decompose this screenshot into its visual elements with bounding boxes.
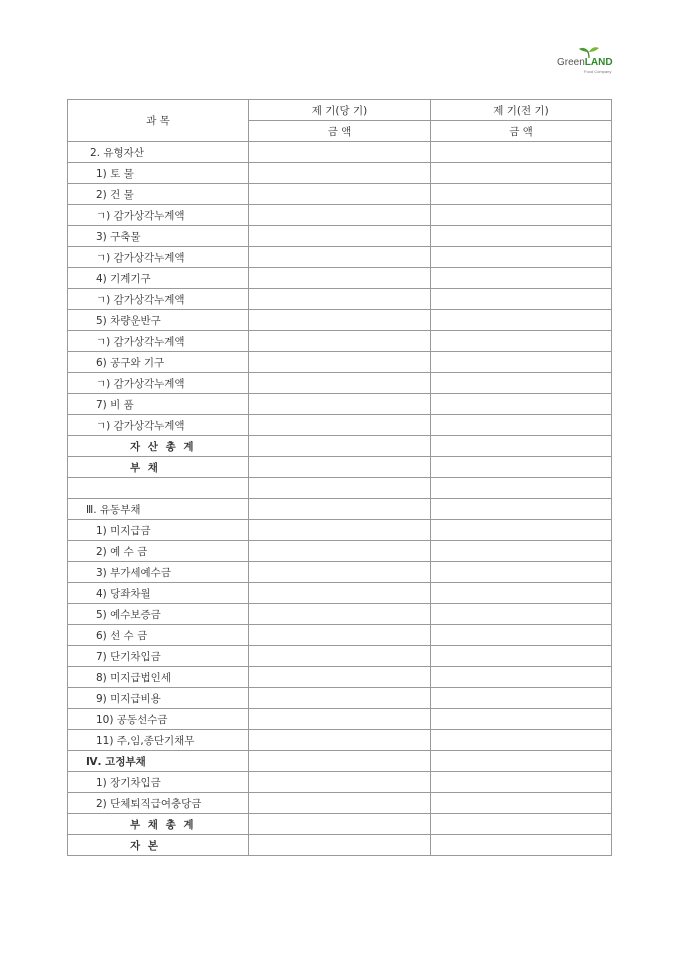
table-row xyxy=(68,583,612,604)
account-label: 11) 주,임,종단기채무 xyxy=(68,730,249,751)
current-amount-cell xyxy=(249,604,431,625)
table-row xyxy=(68,415,612,436)
account-label: ㄱ) 감가상각누계액 xyxy=(68,247,249,268)
current-amount-cell xyxy=(249,457,431,478)
current-amount-cell xyxy=(249,226,431,247)
previous-amount-cell xyxy=(431,268,612,289)
current-amount-cell xyxy=(249,352,431,373)
previous-amount-cell xyxy=(431,478,612,499)
previous-amount-cell xyxy=(431,373,612,394)
table-row xyxy=(68,709,612,730)
previous-amount-cell xyxy=(431,331,612,352)
account-label: ㄱ) 감가상각누계액 xyxy=(68,205,249,226)
logo-tagline: Food Company xyxy=(584,69,612,74)
current-amount-cell xyxy=(249,772,431,793)
account-label: 6) 공구와 기구 xyxy=(68,352,249,373)
account-label: 1) 장기차입금 xyxy=(68,772,249,793)
account-label: 7) 비 품 xyxy=(68,394,249,415)
account-label: 8) 미지급법인세 xyxy=(68,667,249,688)
account-label: 2) 건 물 xyxy=(68,184,249,205)
table-row xyxy=(68,835,612,856)
previous-amount-cell xyxy=(431,310,612,331)
previous-amount-cell xyxy=(431,646,612,667)
previous-amount-cell xyxy=(431,667,612,688)
logo-wordmark: GreenLAND xyxy=(557,57,613,68)
previous-amount-cell xyxy=(431,625,612,646)
current-amount-cell xyxy=(249,625,431,646)
current-amount-cell xyxy=(249,310,431,331)
account-label: Ⅲ. 유동부채 xyxy=(68,499,249,520)
table-row xyxy=(68,184,612,205)
account-label: 2. 유형자산 xyxy=(68,142,249,163)
account-label: 4) 당좌차월 xyxy=(68,583,249,604)
table-row xyxy=(68,142,612,163)
account-label: 2) 예 수 금 xyxy=(68,541,249,562)
previous-amount-cell xyxy=(431,562,612,583)
account-label: 7) 단기차입금 xyxy=(68,646,249,667)
table-row xyxy=(68,268,612,289)
table-row xyxy=(68,499,612,520)
current-amount-cell xyxy=(249,835,431,856)
table-row xyxy=(68,478,612,499)
table-row xyxy=(68,793,612,814)
current-amount-cell xyxy=(249,520,431,541)
previous-amount-cell xyxy=(431,352,612,373)
header-row xyxy=(68,100,612,121)
account-label: 1) 미지급금 xyxy=(68,520,249,541)
previous-amount-cell xyxy=(431,541,612,562)
table-row xyxy=(68,226,612,247)
table-row xyxy=(68,646,612,667)
table-row xyxy=(68,562,612,583)
table-row xyxy=(68,814,612,835)
table-row xyxy=(68,310,612,331)
table-row xyxy=(68,352,612,373)
account-label: ㄱ) 감가상각누계액 xyxy=(68,415,249,436)
current-amount-cell xyxy=(249,751,431,772)
current-amount-cell xyxy=(249,667,431,688)
previous-amount-cell xyxy=(431,835,612,856)
current-amount-cell xyxy=(249,205,431,226)
previous-amount-cell xyxy=(431,709,612,730)
table-row xyxy=(68,541,612,562)
current-amount-cell xyxy=(249,499,431,520)
previous-amount-cell xyxy=(431,499,612,520)
current-amount-cell xyxy=(249,373,431,394)
table-row xyxy=(68,520,612,541)
account-label: ㄱ) 감가상각누계액 xyxy=(68,289,249,310)
subject-header: 과 목 xyxy=(68,100,249,142)
account-label: 부 채 xyxy=(68,457,249,478)
current-amount-cell xyxy=(249,730,431,751)
current-amount-cell xyxy=(249,688,431,709)
previous-amount-cell xyxy=(431,751,612,772)
current-amount-cell xyxy=(249,478,431,499)
table-row xyxy=(68,289,612,310)
current-period-header: 제 기(당 기) xyxy=(249,100,431,121)
previous-amount-cell xyxy=(431,394,612,415)
previous-amount-cell xyxy=(431,226,612,247)
account-label: 2) 단체퇴직급여충당금 xyxy=(68,793,249,814)
account-label: Ⅳ. 고정부채 xyxy=(68,751,249,772)
previous-amount-cell xyxy=(431,163,612,184)
account-label: 1) 토 물 xyxy=(68,163,249,184)
current-amount-cell xyxy=(249,142,431,163)
previous-amount-cell xyxy=(431,247,612,268)
table-row xyxy=(68,772,612,793)
previous-amount-cell xyxy=(431,604,612,625)
account-label: 6) 선 수 금 xyxy=(68,625,249,646)
previous-amount-cell xyxy=(431,772,612,793)
table-row xyxy=(68,688,612,709)
previous-amount-header: 금 액 xyxy=(431,121,612,142)
account-label xyxy=(68,478,249,499)
previous-amount-cell xyxy=(431,520,612,541)
table-row xyxy=(68,331,612,352)
account-label: 부 채 총 계 xyxy=(68,814,249,835)
balance-sheet-table xyxy=(67,99,612,856)
account-label: ㄱ) 감가상각누계액 xyxy=(68,373,249,394)
previous-amount-cell xyxy=(431,436,612,457)
current-amount-cell xyxy=(249,331,431,352)
current-amount-cell xyxy=(249,709,431,730)
current-amount-cell xyxy=(249,793,431,814)
account-label: ㄱ) 감가상각누계액 xyxy=(68,331,249,352)
table-row xyxy=(68,730,612,751)
account-label: 5) 예수보증금 xyxy=(68,604,249,625)
previous-amount-cell xyxy=(431,289,612,310)
previous-period-header: 제 기(전 기) xyxy=(431,100,612,121)
account-label: 9) 미지급비용 xyxy=(68,688,249,709)
current-amount-cell xyxy=(249,247,431,268)
table-row xyxy=(68,247,612,268)
current-amount-cell xyxy=(249,436,431,457)
account-label: 3) 구축물 xyxy=(68,226,249,247)
current-amount-cell xyxy=(249,415,431,436)
current-amount-header: 금 액 xyxy=(249,121,431,142)
current-amount-cell xyxy=(249,184,431,205)
previous-amount-cell xyxy=(431,142,612,163)
table-row xyxy=(68,205,612,226)
current-amount-cell xyxy=(249,394,431,415)
current-amount-cell xyxy=(249,163,431,184)
current-amount-cell xyxy=(249,268,431,289)
table-row xyxy=(68,604,612,625)
account-label: 자 산 총 계 xyxy=(68,436,249,457)
previous-amount-cell xyxy=(431,415,612,436)
previous-amount-cell xyxy=(431,814,612,835)
previous-amount-cell xyxy=(431,205,612,226)
table-row xyxy=(68,394,612,415)
previous-amount-cell xyxy=(431,457,612,478)
current-amount-cell xyxy=(249,541,431,562)
account-label: 3) 부가세예수금 xyxy=(68,562,249,583)
previous-amount-cell xyxy=(431,730,612,751)
current-amount-cell xyxy=(249,646,431,667)
account-label: 4) 기계기구 xyxy=(68,268,249,289)
account-label: 5) 차량운반구 xyxy=(68,310,249,331)
current-amount-cell xyxy=(249,289,431,310)
table-row xyxy=(68,751,612,772)
table-row xyxy=(68,436,612,457)
table-row xyxy=(68,373,612,394)
company-logo xyxy=(557,46,613,76)
current-amount-cell xyxy=(249,583,431,604)
previous-amount-cell xyxy=(431,583,612,604)
previous-amount-cell xyxy=(431,793,612,814)
account-label: 10) 공동선수금 xyxy=(68,709,249,730)
table-row xyxy=(68,457,612,478)
table-row xyxy=(68,667,612,688)
previous-amount-cell xyxy=(431,688,612,709)
current-amount-cell xyxy=(249,814,431,835)
table-row xyxy=(68,163,612,184)
previous-amount-cell xyxy=(431,184,612,205)
account-label: 자 본 xyxy=(68,835,249,856)
table-row xyxy=(68,625,612,646)
current-amount-cell xyxy=(249,562,431,583)
